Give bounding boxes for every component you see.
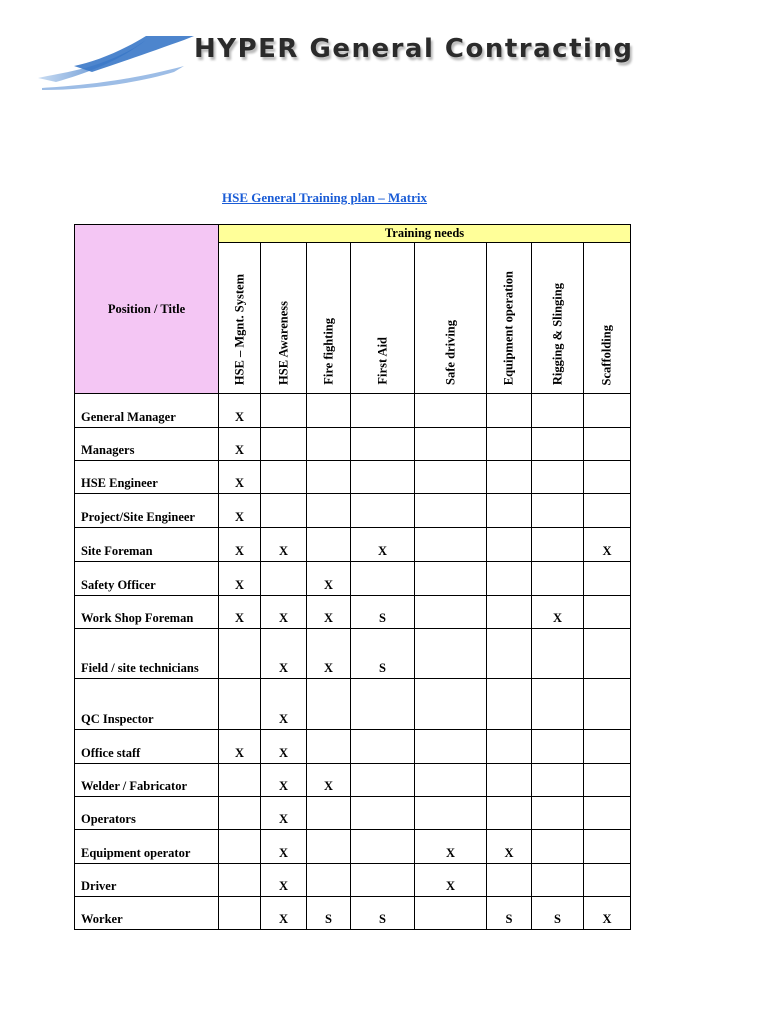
- matrix-cell: X: [261, 596, 307, 629]
- column-header: [261, 243, 307, 394]
- matrix-cell: [415, 797, 487, 830]
- matrix-cell: [532, 797, 584, 830]
- matrix-cell: S: [532, 897, 584, 930]
- matrix-cell: X: [261, 897, 307, 930]
- matrix-cell: [351, 494, 415, 528]
- matrix-cell: [487, 562, 532, 596]
- table-row: [75, 461, 631, 494]
- position-label: Safety Officer: [75, 562, 219, 596]
- matrix-cell: [532, 629, 584, 679]
- matrix-cell: [487, 864, 532, 897]
- position-label: HSE Engineer: [75, 461, 219, 494]
- matrix-cell: [351, 428, 415, 461]
- matrix-cell: X: [415, 864, 487, 897]
- matrix-cell: S: [351, 629, 415, 679]
- column-header-label: Fire fighting: [321, 318, 335, 385]
- matrix-cell: [532, 562, 584, 596]
- training-needs-header: Training needs: [219, 225, 631, 243]
- matrix-cell: [415, 461, 487, 494]
- position-label: Managers: [75, 428, 219, 461]
- matrix-cell: [219, 679, 261, 730]
- column-header: [487, 243, 532, 394]
- matrix-cell: X: [584, 528, 631, 562]
- matrix-cell: [584, 797, 631, 830]
- matrix-cell: [261, 494, 307, 528]
- matrix-cell: [532, 864, 584, 897]
- matrix-cell: [351, 679, 415, 730]
- position-label: Office staff: [75, 730, 219, 764]
- matrix-cell: [351, 730, 415, 764]
- matrix-cell: [219, 864, 261, 897]
- matrix-cell: [532, 830, 584, 864]
- matrix-cell: [487, 494, 532, 528]
- matrix-cell: X: [219, 461, 261, 494]
- matrix-cell: [307, 679, 351, 730]
- matrix-cell: [415, 528, 487, 562]
- position-label: Field / site technicians: [75, 629, 219, 679]
- matrix-cell: X: [219, 596, 261, 629]
- matrix-cell: [307, 830, 351, 864]
- matrix-cell: X: [532, 596, 584, 629]
- table-row: [75, 562, 631, 596]
- company-name: HYPER General Contracting: [194, 34, 634, 64]
- matrix-cell: [415, 679, 487, 730]
- matrix-cell: X: [261, 830, 307, 864]
- column-header-label: Equipment operation: [501, 270, 516, 385]
- table-row: [75, 764, 631, 797]
- matrix-cell: X: [219, 730, 261, 764]
- matrix-cell: [415, 494, 487, 528]
- company-logo: [34, 26, 694, 92]
- column-header: [219, 243, 261, 394]
- matrix-cell: [584, 428, 631, 461]
- matrix-cell: [532, 764, 584, 797]
- matrix-cell: [307, 394, 351, 428]
- matrix-cell: [351, 562, 415, 596]
- matrix-cell: S: [487, 897, 532, 930]
- matrix-cell: X: [415, 830, 487, 864]
- position-label: Worker: [75, 897, 219, 930]
- column-header: [532, 243, 584, 394]
- matrix-cell: X: [219, 562, 261, 596]
- column-header-label: Rigging & Slinging: [550, 282, 564, 385]
- matrix-cell: [584, 596, 631, 629]
- matrix-cell: [487, 394, 532, 428]
- matrix-cell: X: [584, 897, 631, 930]
- column-header: [584, 243, 631, 394]
- table-row: [75, 864, 631, 897]
- matrix-cell: [351, 764, 415, 797]
- matrix-cell: [261, 461, 307, 494]
- column-header-label: Scaffolding: [599, 324, 614, 385]
- matrix-cell: S: [307, 897, 351, 930]
- matrix-cell: [487, 679, 532, 730]
- matrix-cell: X: [261, 864, 307, 897]
- matrix-cell: [487, 596, 532, 629]
- table-row: [75, 679, 631, 730]
- matrix-cell: X: [261, 797, 307, 830]
- matrix-cell: [532, 528, 584, 562]
- document-title: HSE General Training plan – Matrix: [222, 190, 428, 205]
- column-header: [307, 243, 351, 394]
- matrix-cell: X: [307, 629, 351, 679]
- table-row: [75, 730, 631, 764]
- position-label: QC Inspector: [75, 679, 219, 730]
- position-label: Driver: [75, 864, 219, 897]
- matrix-cell: [219, 830, 261, 864]
- matrix-cell: X: [307, 764, 351, 797]
- matrix-cell: [307, 797, 351, 830]
- matrix-cell: [219, 897, 261, 930]
- matrix-cell: [532, 394, 584, 428]
- matrix-cell: [487, 764, 532, 797]
- table-row: [75, 394, 631, 428]
- matrix-cell: [487, 797, 532, 830]
- matrix-cell: [307, 730, 351, 764]
- matrix-cell: [307, 864, 351, 897]
- matrix-cell: X: [261, 764, 307, 797]
- matrix-cell: [351, 394, 415, 428]
- matrix-cell: [532, 428, 584, 461]
- matrix-cell: [219, 764, 261, 797]
- matrix-cell: [415, 764, 487, 797]
- matrix-cell: [584, 394, 631, 428]
- matrix-cell: [584, 730, 631, 764]
- position-label: Site Foreman: [75, 528, 219, 562]
- column-header-label: HSE Awareness: [276, 301, 290, 385]
- matrix-cell: [584, 562, 631, 596]
- column-header-label: HSE – Mgnt. System: [232, 273, 246, 385]
- position-label: General Manager: [75, 394, 219, 428]
- column-header: [351, 243, 415, 394]
- matrix-cell: [415, 629, 487, 679]
- matrix-cell: X: [261, 730, 307, 764]
- table-row: [75, 596, 631, 629]
- matrix-cell: X: [307, 562, 351, 596]
- matrix-cell: [415, 428, 487, 461]
- position-label: Equipment operator: [75, 830, 219, 864]
- table-row: [75, 528, 631, 562]
- matrix-cell: [261, 428, 307, 461]
- table-row: [75, 494, 631, 528]
- matrix-cell: [351, 864, 415, 897]
- matrix-cell: [351, 461, 415, 494]
- matrix-cell: [261, 394, 307, 428]
- matrix-cell: [307, 494, 351, 528]
- matrix-cell: [584, 864, 631, 897]
- matrix-cell: X: [219, 394, 261, 428]
- matrix-cell: [487, 461, 532, 494]
- matrix-cell: [584, 494, 631, 528]
- matrix-cell: [307, 528, 351, 562]
- matrix-cell: [532, 730, 584, 764]
- matrix-cell: [487, 528, 532, 562]
- table-row: [75, 830, 631, 864]
- matrix-cell: [487, 428, 532, 461]
- matrix-cell: X: [261, 629, 307, 679]
- matrix-cell: [584, 629, 631, 679]
- matrix-cell: [584, 461, 631, 494]
- matrix-cell: [532, 679, 584, 730]
- matrix-cell: [415, 562, 487, 596]
- position-label: Welder / Fabricator: [75, 764, 219, 797]
- matrix-cell: X: [219, 528, 261, 562]
- matrix-cell: X: [351, 528, 415, 562]
- matrix-cell: [351, 830, 415, 864]
- position-title-header: Position / Title: [75, 225, 219, 394]
- matrix-cell: [415, 596, 487, 629]
- matrix-cell: [487, 629, 532, 679]
- matrix-cell: X: [307, 596, 351, 629]
- matrix-cell: [487, 730, 532, 764]
- matrix-cell: [415, 730, 487, 764]
- training-matrix-table: [74, 224, 631, 930]
- matrix-cell: [219, 797, 261, 830]
- matrix-cell: [532, 461, 584, 494]
- matrix-cell: [351, 797, 415, 830]
- table-row: [75, 629, 631, 679]
- position-label: Work Shop Foreman: [75, 596, 219, 629]
- matrix-cell: [415, 394, 487, 428]
- matrix-cell: [415, 897, 487, 930]
- matrix-cell: [261, 562, 307, 596]
- matrix-cell: S: [351, 897, 415, 930]
- matrix-cell: X: [219, 428, 261, 461]
- column-header-label: First Aid: [375, 337, 389, 385]
- table-row: [75, 428, 631, 461]
- table-row: [75, 897, 631, 930]
- matrix-cell: X: [487, 830, 532, 864]
- matrix-cell: [307, 428, 351, 461]
- table-row: [75, 797, 631, 830]
- matrix-cell: X: [261, 679, 307, 730]
- matrix-cell: [584, 679, 631, 730]
- position-label: Operators: [75, 797, 219, 830]
- column-header: [415, 243, 487, 394]
- logo-swoosh-icon: [34, 26, 194, 92]
- position-label: Project/Site Engineer: [75, 494, 219, 528]
- matrix-cell: [532, 494, 584, 528]
- matrix-cell: [584, 830, 631, 864]
- matrix-cell: [307, 461, 351, 494]
- matrix-cell: X: [219, 494, 261, 528]
- matrix-cell: S: [351, 596, 415, 629]
- column-header-label: Safe driving: [443, 320, 457, 385]
- matrix-cell: X: [261, 528, 307, 562]
- matrix-cell: [219, 629, 261, 679]
- matrix-cell: [584, 764, 631, 797]
